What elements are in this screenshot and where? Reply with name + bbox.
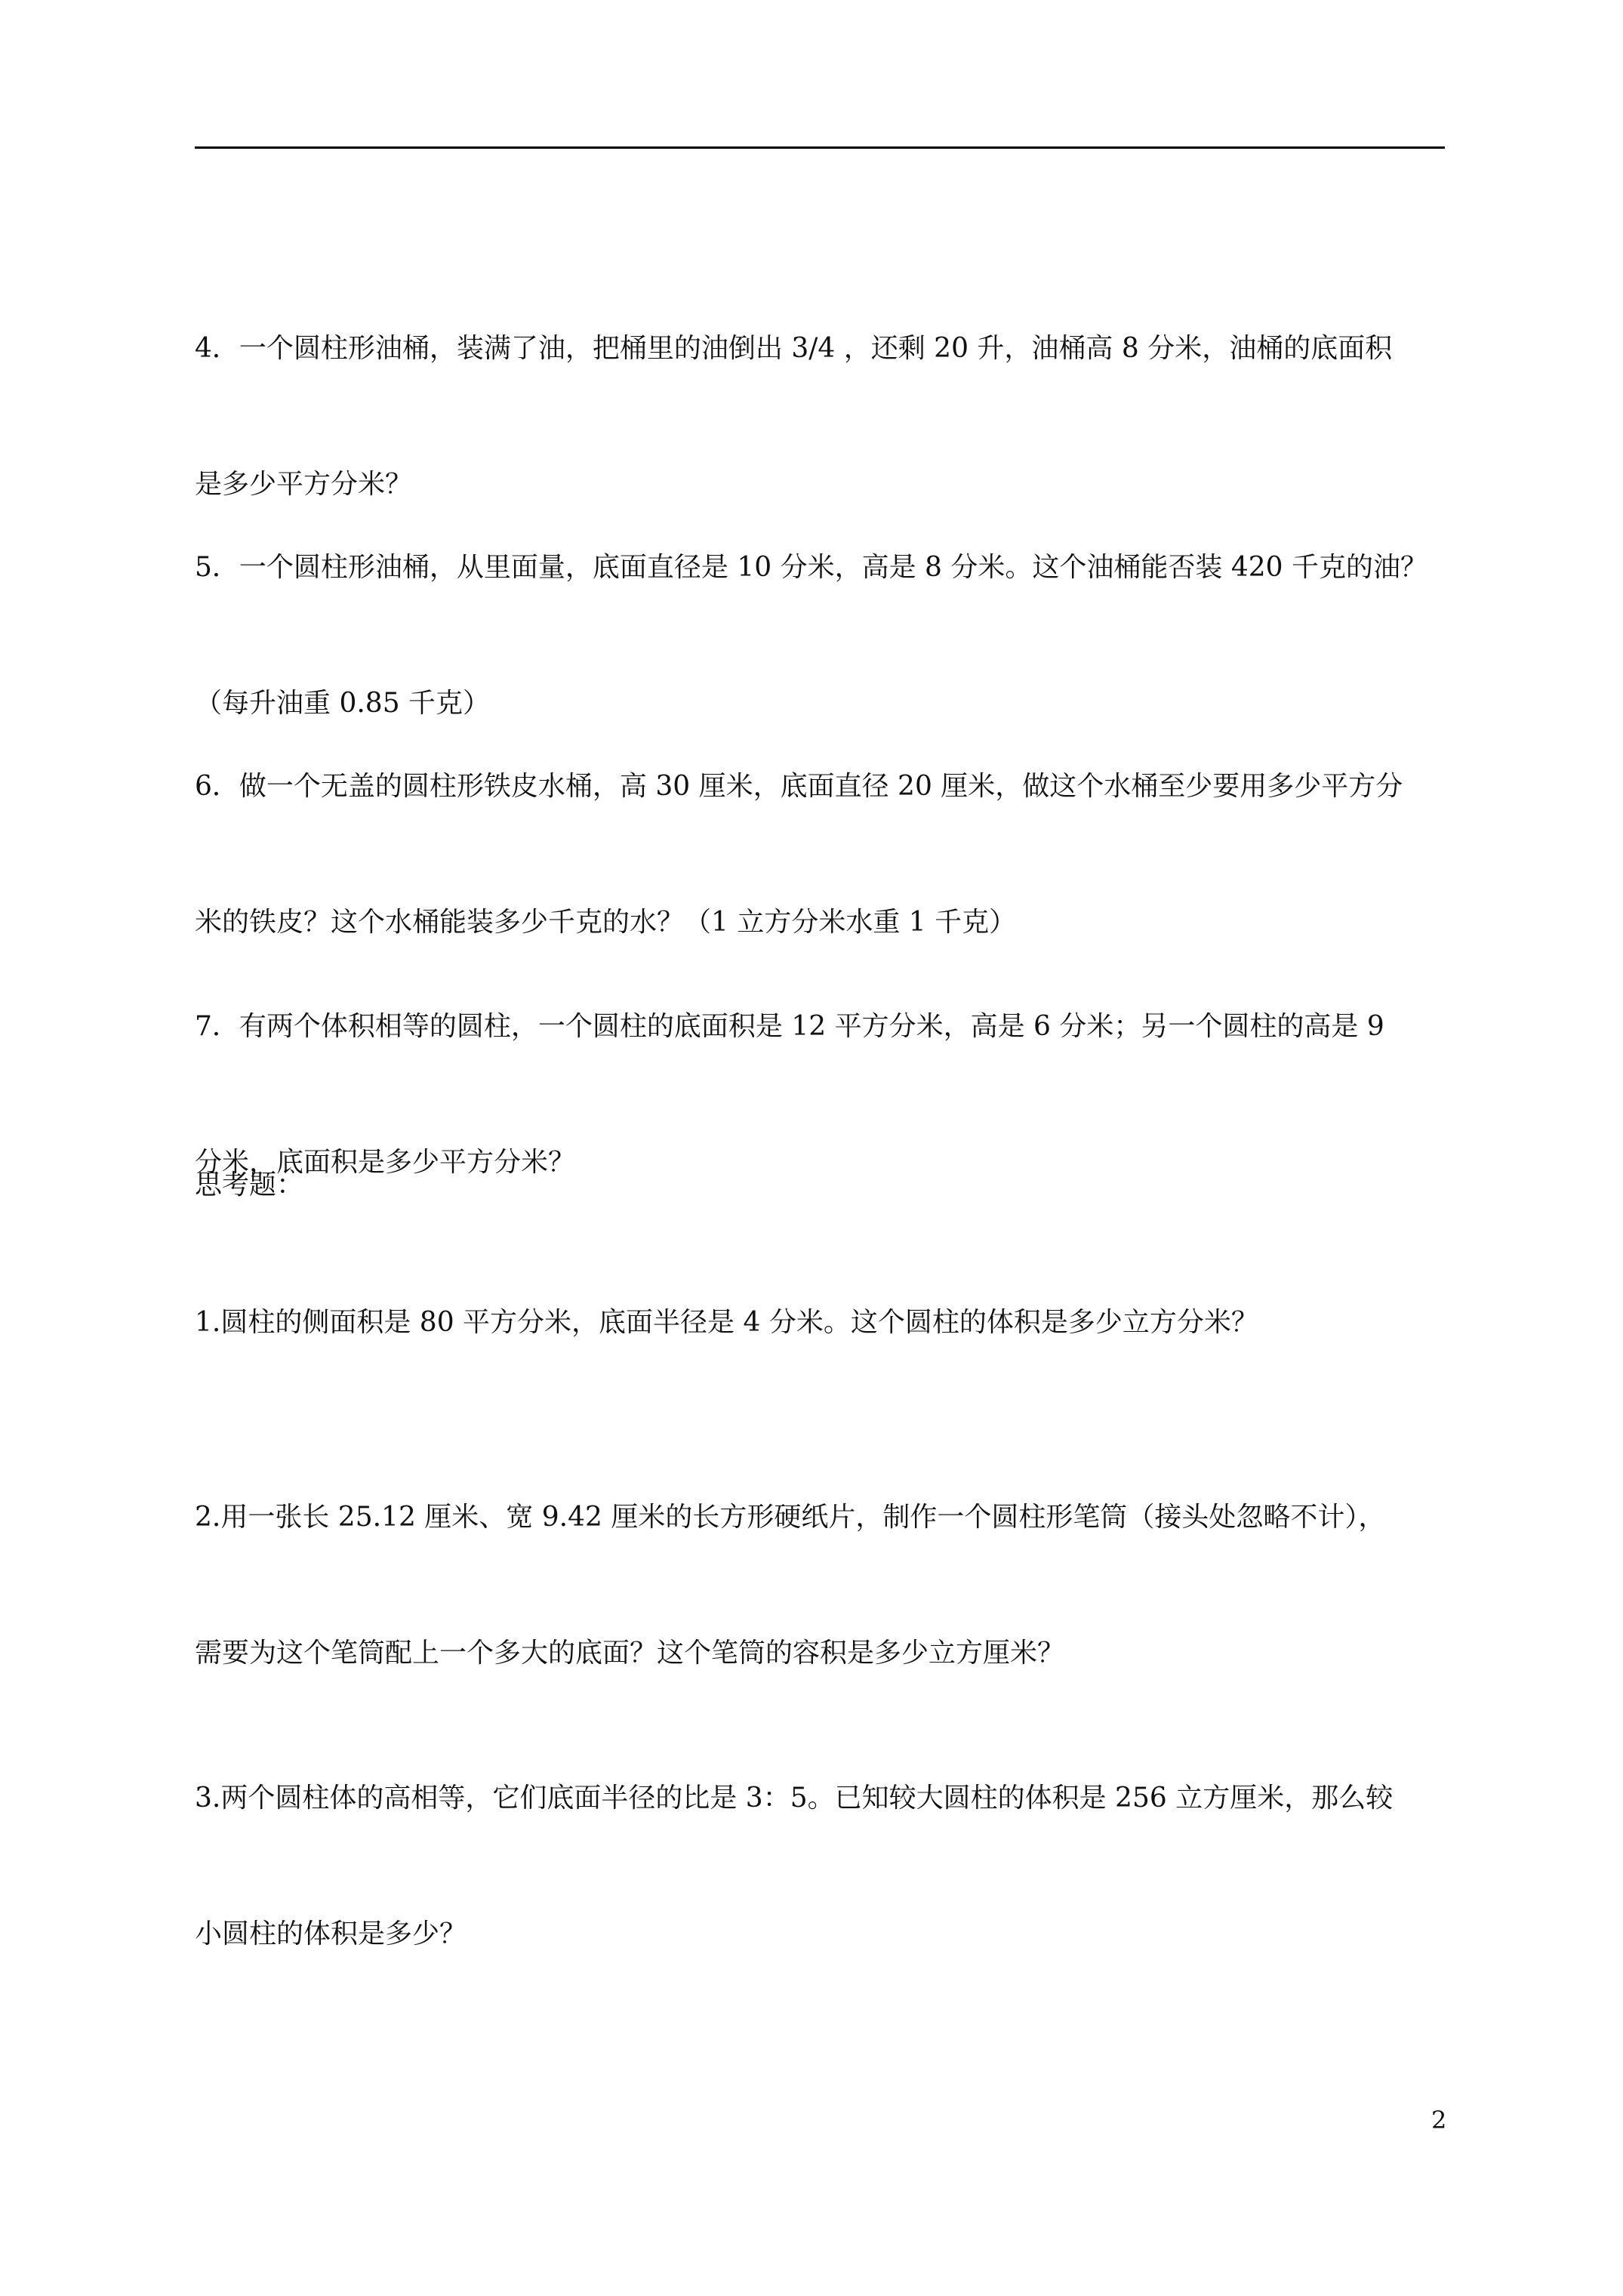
question-line: 6．做一个无盖的圆柱形铁皮水桶，高 30 厘米，底面直径 20 厘米，做这个水桶至少要用多少平方分 <box>195 771 1403 802</box>
page-number: 2 <box>1431 2106 1447 2134</box>
thinking-heading: 思考题： <box>195 1170 304 1200</box>
question-line: 小圆柱的体积是多少？ <box>195 1918 467 1949</box>
question-line: 5．一个圆柱形油桶，从里面量，底面直径是 10 分米，高是 8 分米。这个油桶能否装 420 千克的油？ <box>195 552 1427 583</box>
thinking-question-3 <box>195 1685 1448 2048</box>
header-rule <box>195 146 1445 149</box>
question-line: 分米，底面积是多少平方分米？ <box>195 1147 576 1178</box>
question-line: 米的铁皮？这个水桶能装多少千克的水？（1 立方分米水重 1 千克） <box>195 907 1017 938</box>
question-line: 是多少平方分米？ <box>195 469 413 500</box>
question-line: 需要为这个笔筒配上一个多大的底面？这个笔筒的容积是多少立方厘米？ <box>195 1638 1065 1669</box>
thinking-question-1 <box>195 1210 1448 1436</box>
question-line: 2.用一张长 25.12 厘米、宽 9.42 厘米的长方形硬纸片，制作一个圆柱形笔筒（接头处忽略不计）， <box>195 1502 1386 1533</box>
question-line: （每升油重 0.85 千克） <box>195 688 491 719</box>
question-line: 1.圆柱的侧面积是 80 平方分米，底面半径是 4 分米。这个圆柱的体积是多少立方分米？ <box>195 1307 1258 1338</box>
question-line: 7．有两个体积相等的圆柱，一个圆柱的底面积是 12 平方分米，高是 6 分米；另一个圆柱的高是 9 <box>195 1011 1384 1042</box>
question-line: 3.两个圆柱体的高相等，它们底面半径的比是 3：5。已知较大圆柱的体积是 256 立方厘米，那么较 <box>195 1783 1394 1814</box>
question-line: 4．一个圆柱形油桶，装满了油，把桶里的油倒出 3/4 ，还剩 20 升，油桶高 8 分米，油桶的底面积 <box>195 333 1393 364</box>
